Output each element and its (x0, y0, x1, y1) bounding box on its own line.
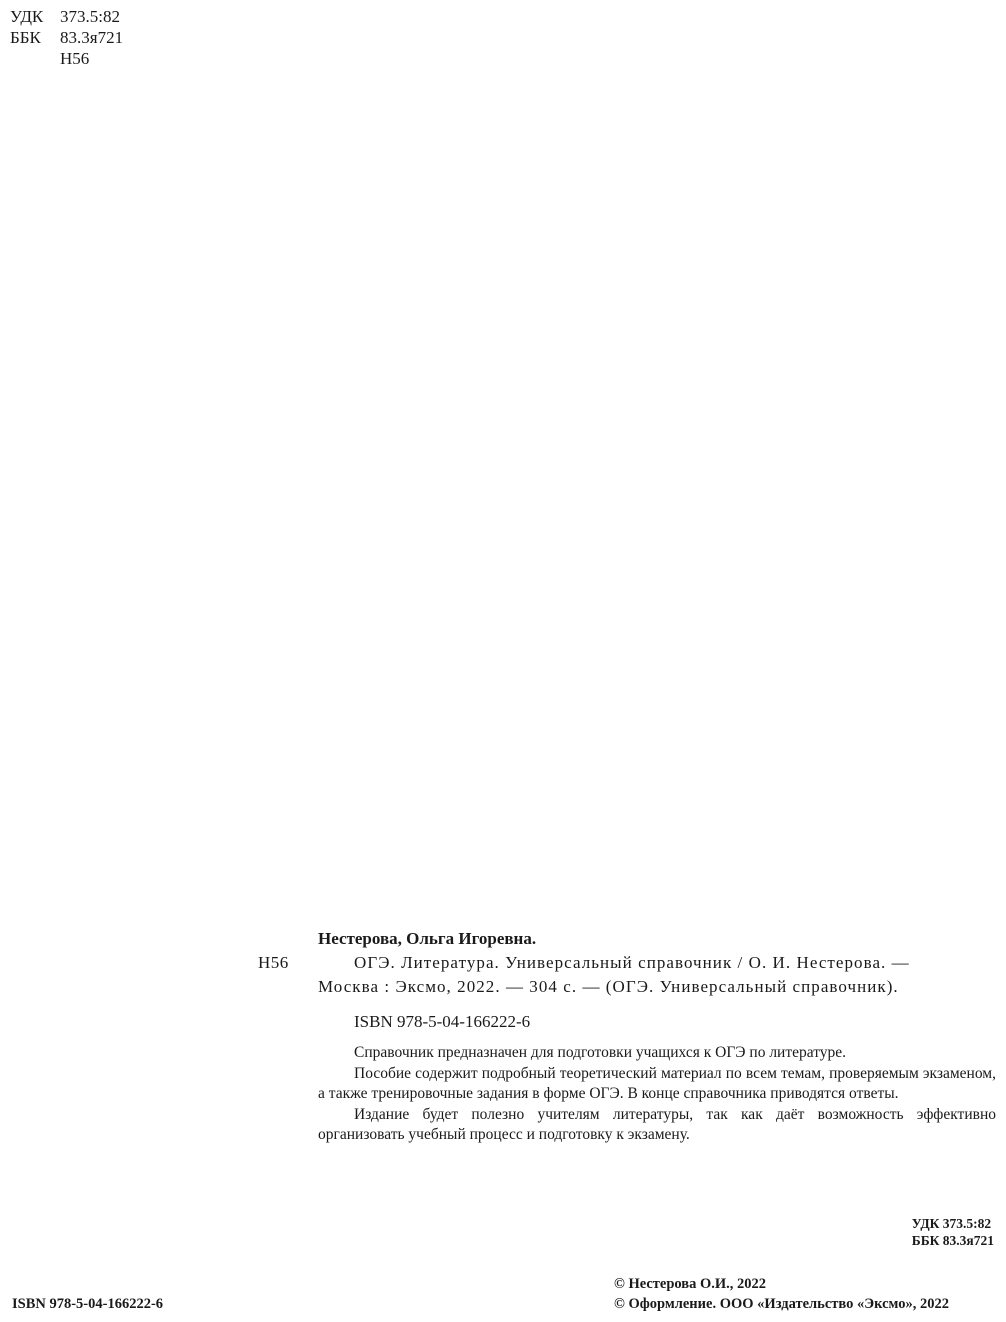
annotation-paragraph-1: Справочник предназначен для подготовки учащихся к ОГЭ по литературе. (354, 1044, 847, 1061)
bbk-value: 83.3я721 (60, 28, 124, 47)
author-heading: Нестерова, Ольга Игоревна. (318, 929, 537, 948)
annotation (318, 1043, 996, 1146)
bibliographic-line-2: Москва : Эксмо, 2022. — 304 с. — (ОГЭ. Универсальный справочник). (318, 977, 899, 996)
annotation-paragraph-3: Издание будет полезно учителям литературы, так как даёт возможность эффективно организовать учебный процесс и подготовку к экзамену. (318, 1105, 996, 1144)
copyright-design: © Оформление. ООО «Издательство «Эксмо», 2022 (614, 1296, 949, 1312)
udk-bottom: УДК 373.5:82 (911, 1216, 992, 1231)
cutter-code: Н56 (258, 953, 289, 972)
udk-label: УДК (10, 7, 44, 26)
udk-value: 373.5:82 (60, 7, 120, 26)
isbn-footer: ISBN 978-5-04-166222-6 (12, 1296, 164, 1312)
classification-block-top (10, 6, 123, 69)
udk-row (10, 6, 123, 27)
classification-block-bottom (912, 1215, 994, 1249)
isbn-record: ISBN 978-5-04-166222-6 (354, 1012, 531, 1031)
bbk-row (10, 27, 123, 48)
bibliographic-line-1: ОГЭ. Литература. Универсальный справочник / О. И. Нестерова. — (354, 953, 910, 972)
bbk-label: ББК (10, 28, 41, 47)
copyright-block (614, 1274, 949, 1314)
bbk-bottom: ББК 83.3я721 (911, 1233, 994, 1248)
annotation-paragraph-2: Пособие содержит подробный теоретический материал по всем темам, проверяемым экзаменом, а также тренировочные задания в форме ОГЭ. В конце справочника приводятся ответы. (318, 1064, 996, 1103)
cutter-code-top: Н56 (60, 49, 90, 68)
copyright-author: © Нестерова О.И., 2022 (614, 1276, 767, 1292)
